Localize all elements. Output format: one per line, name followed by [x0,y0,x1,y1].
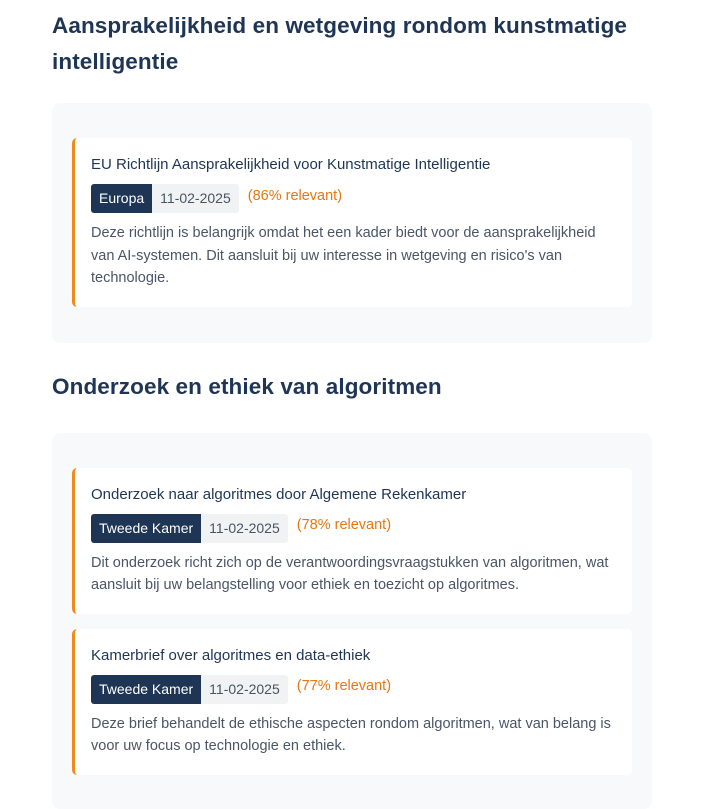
news-digest [52,0,652,809]
date-badge: 11-02-2025 [201,675,288,704]
article-title[interactable]: Onderzoek naar algoritmes door Algemene Rekenkamer [91,485,467,503]
source-badge: Europa [91,184,152,213]
article-card[interactable] [72,468,632,614]
section-panel [52,433,652,809]
article-title[interactable]: Kamerbrief over algoritmes en data-ethiek [91,646,371,664]
source-badge: Tweede Kamer [91,514,201,543]
article-description: Dit onderzoek richt zich op de verantwoordingsvraagstukken van algoritmen, wat aansluit bij uw belangstelling voor ethiek en toezicht op algoritmes. [91,554,609,593]
section-title: Aansprakelijkheid en wetgeving rondom kunstmatige intelligentie [52,13,628,74]
article-description: Deze brief behandelt de ethische aspecten rondom algoritmen, wat van belang is voor uw focus op technologie en ethiek. [91,715,611,754]
article-card[interactable] [72,629,632,775]
article-description: Deze richtlijn is belangrijk omdat het een kader biedt voor de aansprakelijkheid van AI-systemen. Dit aansluit bij uw interesse in wetgeving en risico's van technologie. [91,225,596,286]
article-meta [91,675,615,704]
relevance-score: (78% relevant) [296,517,392,533]
date-badge: 11-02-2025 [201,514,288,543]
article-meta [91,184,615,213]
section-panel [52,103,652,343]
section-title: Onderzoek en ethiek van algoritmen [52,373,442,399]
source-badge: Tweede Kamer [91,675,201,704]
date-badge: 11-02-2025 [152,184,239,213]
relevance-score: (86% relevant) [247,187,343,204]
article-meta [91,514,615,543]
article-card[interactable] [72,138,632,307]
relevance-score: (77% relevant) [296,678,392,694]
article-title[interactable]: EU Richtlijn Aansprakelijkheid voor Kunstmatige Intelligentie [91,156,491,173]
